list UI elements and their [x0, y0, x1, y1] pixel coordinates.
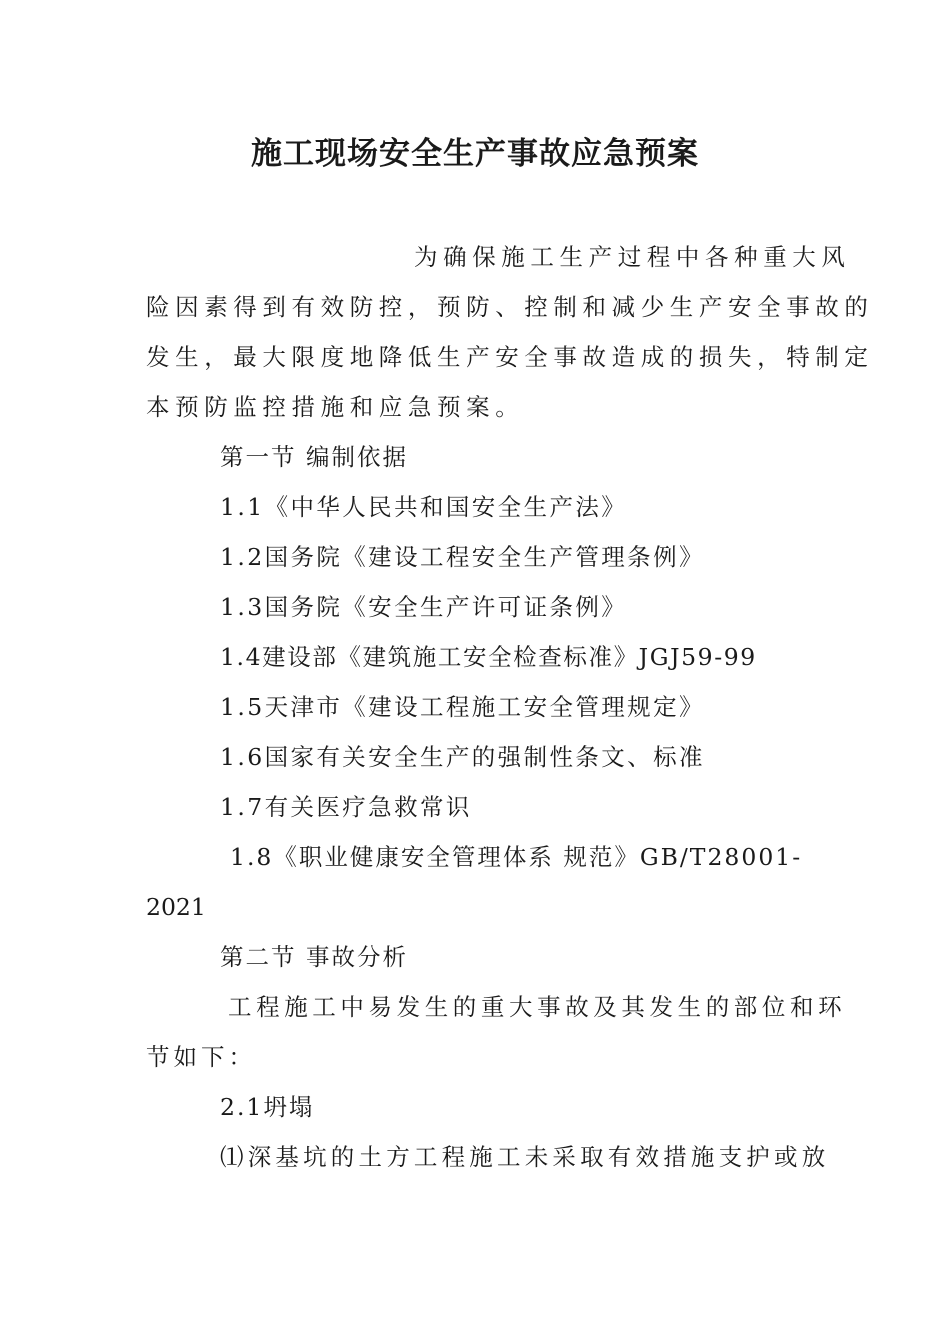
list-item: 1.2国务院《建设工程安全生产管理条例》 [220, 543, 705, 571]
paragraph-line: ⑴深基坑的土方工程施工未采取有效措施支护或放 [220, 1143, 830, 1171]
section-heading: 第二节 事故分析 [220, 943, 408, 971]
section-heading: 第一节 编制依据 [220, 443, 408, 471]
list-item: 1.6国家有关安全生产的强制性条文、标准 [220, 743, 705, 771]
paragraph-line: 为确保施工生产过程中各种重大风 [414, 243, 851, 271]
list-item-continuation: 2021 [146, 893, 206, 921]
paragraph-line: 节如下： [146, 1043, 256, 1071]
paragraph-line: 发生，最大限度地降低生产安全事故造成的损失，特制定 [146, 343, 874, 371]
list-item: 1.5天津市《建设工程施工安全管理规定》 [220, 693, 705, 721]
list-item: 1.3国务院《安全生产许可证条例》 [220, 593, 628, 621]
paragraph-line: 险因素得到有效防控，预防、控制和减少生产安全事故的 [146, 293, 874, 321]
subsection-heading: 2.1坍塌 [220, 1093, 315, 1121]
list-item: 1.1《中华人民共和国安全生产法》 [220, 493, 628, 521]
list-item: 1.7有关医疗急救常识 [220, 793, 472, 821]
list-item: 1.8《职业健康安全管理体系 规范》GB/T28001- [230, 843, 803, 871]
paragraph-line: 工程施工中易发生的重大事故及其发生的部位和环 [228, 993, 847, 1021]
document-title: 施工现场安全生产事故应急预案 [251, 136, 699, 172]
list-item: 1.4建设部《建筑施工安全检查标准》JGJ59-99 [220, 643, 757, 671]
paragraph-line: 本预防监控措施和应急预案。 [146, 393, 525, 421]
